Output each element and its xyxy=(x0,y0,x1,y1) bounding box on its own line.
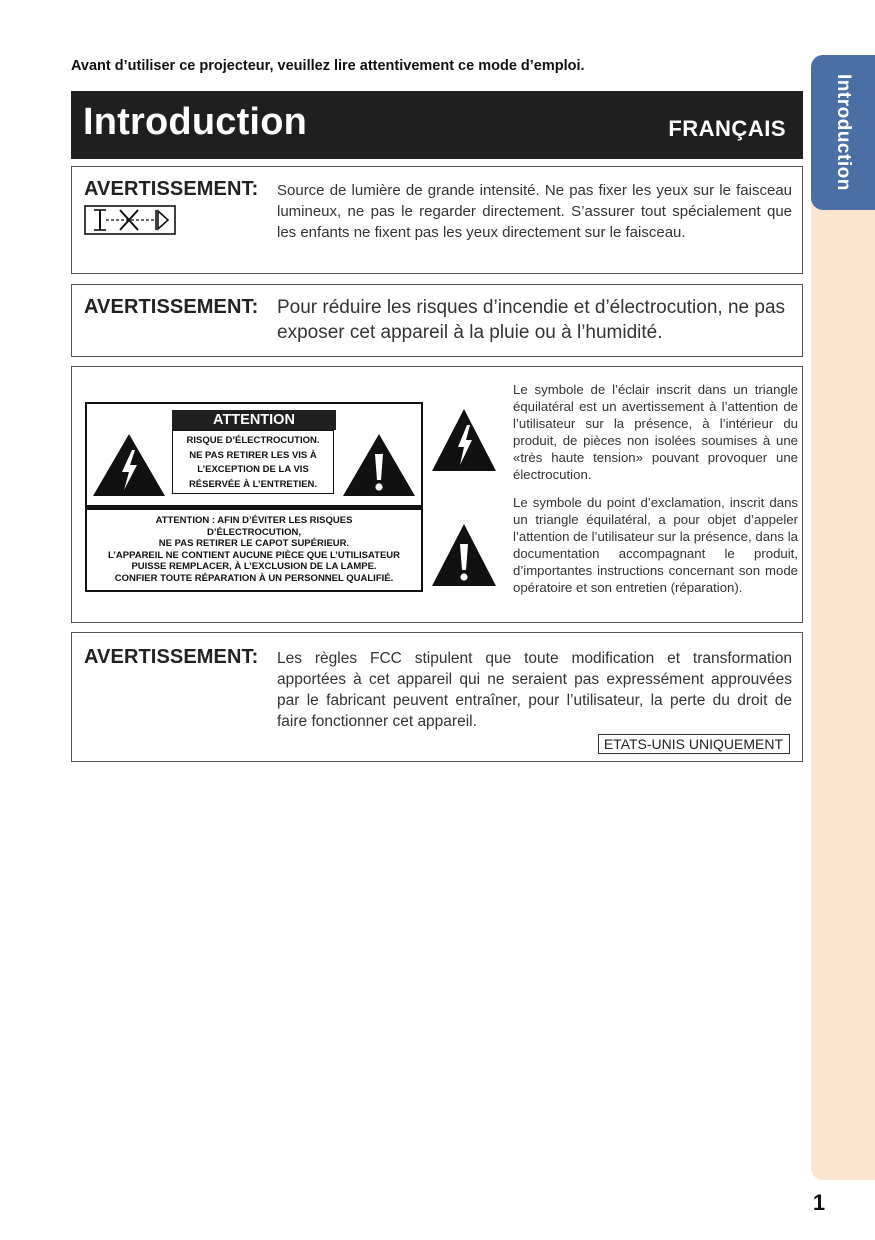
attention-bottom-text xyxy=(87,515,421,584)
warning-text: Les règles FCC stipulent que toute modification et transformation apportées à cet appareil qui ne seraient pas expressément approuvées par le fabricant peuvent entraîner, pour l’utilisateur, la perte du droit de faire fonctionner cet appareil. xyxy=(277,650,792,730)
panel-divider xyxy=(87,505,421,510)
exclamation-symbol-description: Le symbole du point d’exclamation, inscrit dans un triangle équilatéral, a pour objet d’appeler l’attention de l’utilisateur sur la présence, dans la documentation accompagnant le produit, d’importantes instructions concernant son mode opératoire et son entretien (réparation). xyxy=(513,495,798,595)
attention-heading: ATTENTION xyxy=(172,410,336,430)
attention-label-panel xyxy=(85,402,423,592)
side-strip xyxy=(811,200,875,1180)
symbols-box xyxy=(71,366,803,623)
attention-bottom-line: ATTENTION : AFIN D’ÉVITER LES RISQUES xyxy=(155,515,353,526)
title-bar xyxy=(71,91,803,159)
attention-line: NE PAS RETIRER LES VIS À xyxy=(189,449,317,461)
laser-beam-warning-icon xyxy=(84,205,176,235)
attention-line: RISQUE D’ÉLECTROCUTION. xyxy=(186,435,320,446)
lightning-triangle-icon xyxy=(430,407,498,473)
attention-bottom-line: CONFIER TOUTE RÉPARATION À UN PERSONNEL QUALIFIÉ. xyxy=(114,572,394,584)
page-number: 1 xyxy=(812,1190,826,1215)
attention-bottom-line: NE PAS RETIRER LE CAPOT SUPÉRIEUR. xyxy=(158,538,350,549)
lightning-symbol-description: Le symbole de l’éclair inscrit dans un triangle équilatéral est un avertissement à l’attention de l’utilisateur sur la présence, à l’intérieur du produit, de pièces non isolées soumises à une «très haute tension» pouvant provoquer une électrocution. xyxy=(513,382,798,482)
warning-box-fcc xyxy=(71,632,803,762)
warning-box-light xyxy=(71,166,803,274)
attention-line: RÉSERVÉE À L’ENTRETIEN. xyxy=(188,478,318,490)
header-note: Avant d’utiliser ce projecteur, veuillez lire attentivement ce mode d’emploi. xyxy=(71,58,585,74)
attention-lines xyxy=(172,430,334,494)
exclamation-triangle-icon xyxy=(430,522,498,588)
warning-label: AVERTISSEMENT: xyxy=(84,178,259,200)
lightning-triangle-icon xyxy=(91,432,167,498)
attention-line: L’EXCEPTION DE LA VIS xyxy=(197,464,309,475)
attention-bottom-line: D’ÉLECTROCUTION, xyxy=(207,526,301,538)
warning-text: Source de lumière de grande intensité. Ne pas fixer les yeux sur le faisceau lumineux, ne pas le regarder directement. S’assurer tout spécialement que les enfants ne fixent pas les yeux directement sur le faisceau. xyxy=(277,182,792,241)
us-only-note: ETATS-UNIS UNIQUEMENT xyxy=(598,734,790,754)
language-label: FRANÇAIS xyxy=(668,116,786,141)
attention-bottom-line: PUISSE REMPLACER, À L’EXCLUSION DE LA LAMPE. xyxy=(131,561,377,572)
side-tab-introduction[interactable] xyxy=(811,55,875,210)
warning-text: Pour réduire les risques d’incendie et d’électrocution, ne pas exposer cet appareil à la pluie ou à l’humidité. xyxy=(277,297,786,343)
warning-label: AVERTISSEMENT: xyxy=(84,296,259,318)
side-tab-label: Introduction xyxy=(833,74,854,191)
page-title: Introduction xyxy=(83,101,308,143)
exclamation-triangle-icon xyxy=(341,432,417,498)
attention-bottom-line: L’APPAREIL NE CONTIENT AUCUNE PIÈCE QUE L’UTILISATEUR xyxy=(107,549,401,561)
warning-box-fire xyxy=(71,284,803,357)
warning-label: AVERTISSEMENT: xyxy=(84,646,259,668)
